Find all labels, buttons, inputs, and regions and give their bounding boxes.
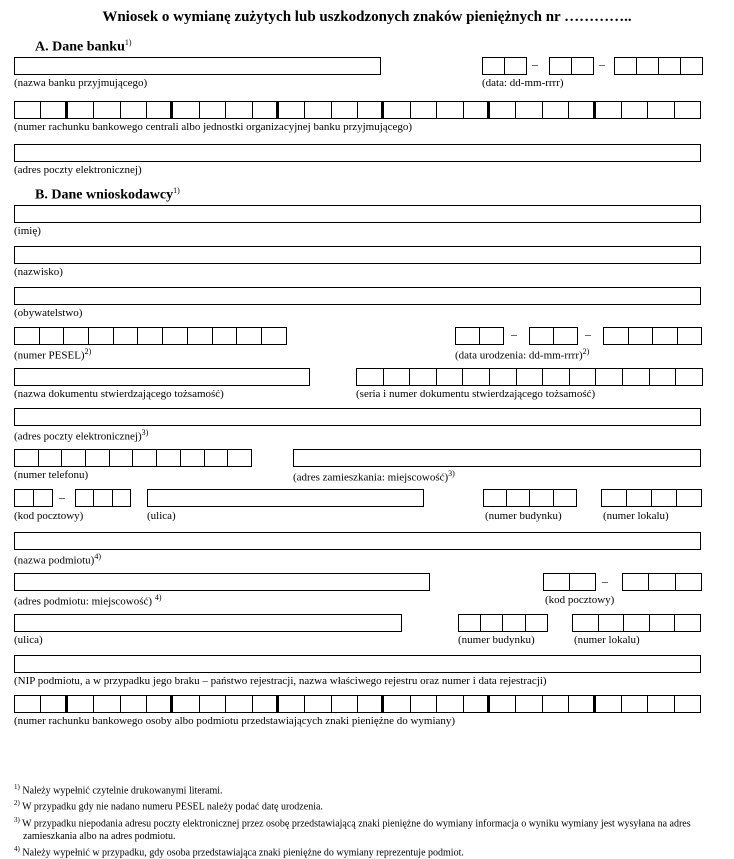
input-cell[interactable] xyxy=(163,327,188,345)
input-cell[interactable] xyxy=(121,101,147,119)
applicant-account-label: (numer rachunku bankowego osoby albo podmiotu przedstawiających znaki pieniężne do wymiany) xyxy=(14,715,456,727)
input-cell[interactable] xyxy=(332,101,358,119)
input-cell[interactable] xyxy=(650,614,676,632)
input-cell[interactable] xyxy=(676,368,703,386)
input-cell[interactable] xyxy=(68,695,94,713)
input-cell[interactable] xyxy=(596,695,622,713)
input-cell[interactable] xyxy=(68,101,94,119)
input-cell[interactable] xyxy=(569,101,595,119)
input-cell[interactable] xyxy=(114,327,139,345)
last-name-label: (nazwisko) xyxy=(14,266,63,278)
input-cell[interactable] xyxy=(279,695,305,713)
date-separator-2: – xyxy=(599,57,605,71)
input-cell[interactable] xyxy=(94,695,120,713)
postal-code-second-field[interactable] xyxy=(75,489,131,507)
input-cell[interactable] xyxy=(121,695,147,713)
input-cell[interactable] xyxy=(505,57,527,75)
residence-city-field[interactable] xyxy=(293,449,701,467)
input-cell[interactable] xyxy=(629,327,654,345)
bank-account-field[interactable] xyxy=(14,101,701,119)
input-cell[interactable] xyxy=(463,368,490,386)
section-b-note: 1) xyxy=(173,186,180,195)
input-cell[interactable] xyxy=(237,327,262,345)
form-title: Wniosek o wymianę zużytych lub uszkodzonych znaków pieniężnych nr ………….. xyxy=(102,9,632,25)
input-cell[interactable] xyxy=(604,327,629,345)
entity-name-label: (nazwa podmiotu)$^{4)}$ xyxy=(14,552,102,567)
input-cell[interactable] xyxy=(188,327,213,345)
pesel-label: (numer PESEL)$^{2)}$ xyxy=(14,347,92,362)
input-cell[interactable] xyxy=(544,573,570,591)
input-cell[interactable] xyxy=(40,327,65,345)
input-cell[interactable] xyxy=(464,695,490,713)
footnote-3: $^{3)}$ W przypadku niepodania adresu poczty elektronicznej przez osobę przedstawiającą znaki pieniężne do wymiany informacja o wyniku wymiany jest wysyłana na adres zamieszkania albo na adres podmiotu. xyxy=(14,815,691,842)
footnote-2: $^{2)}$ W przypadku gdy nie nadano numeru PESEL należy podać datę urodzenia. xyxy=(14,799,323,813)
input-cell[interactable] xyxy=(305,101,331,119)
input-cell[interactable] xyxy=(384,101,410,119)
input-cell[interactable] xyxy=(637,57,659,75)
input-cell[interactable] xyxy=(459,614,481,632)
applicant-email-label: (adres poczty elektronicznej)$^{3)}$ xyxy=(14,428,149,443)
input-cell[interactable] xyxy=(653,327,678,345)
input-cell[interactable] xyxy=(650,368,677,386)
input-cell[interactable] xyxy=(503,614,525,632)
input-cell[interactable] xyxy=(554,489,577,507)
pesel-field[interactable] xyxy=(14,327,287,345)
date-label: (data: dd-mm-rrrr) xyxy=(482,77,564,89)
input-cell[interactable] xyxy=(113,489,131,507)
input-cell[interactable] xyxy=(649,573,675,591)
input-cell[interactable] xyxy=(358,101,384,119)
input-cell[interactable] xyxy=(573,614,599,632)
building-no-label: (numer budynku) xyxy=(485,510,562,522)
section-b-title: Dane wnioskodawcy xyxy=(51,187,174,203)
section-b-letter: B. xyxy=(35,187,48,203)
entity-postal-first-field[interactable] xyxy=(543,573,596,591)
input-cell[interactable] xyxy=(384,368,411,386)
apartment-no-label: (numer lokalu) xyxy=(603,510,669,522)
input-cell[interactable] xyxy=(181,449,205,467)
input-cell[interactable] xyxy=(76,489,94,507)
input-cell[interactable] xyxy=(262,327,287,345)
input-cell[interactable] xyxy=(89,327,114,345)
residence-city-label: (adres zamieszkania: miejscowość)$^{3)}$ xyxy=(293,469,455,484)
bank-account-label: (numer rachunku bankowego centrali albo jednostki organizacyjnej banku przyjmującego) xyxy=(14,121,413,133)
input-cell[interactable] xyxy=(543,695,569,713)
input-cell[interactable] xyxy=(490,368,517,386)
id-doc-number-field[interactable] xyxy=(356,368,703,386)
input-cell[interactable] xyxy=(570,368,597,386)
input-cell[interactable] xyxy=(627,489,652,507)
input-cell[interactable] xyxy=(456,327,480,345)
id-doc-name-field[interactable] xyxy=(14,368,310,386)
input-cell[interactable] xyxy=(623,368,650,386)
input-cell[interactable] xyxy=(62,449,86,467)
input-cell[interactable] xyxy=(554,327,578,345)
phone-field[interactable] xyxy=(14,449,252,467)
bank-email-label: (adres poczty elektronicznej) xyxy=(14,164,142,176)
input-cell[interactable] xyxy=(550,57,572,75)
input-cell[interactable] xyxy=(213,327,238,345)
input-cell[interactable] xyxy=(34,489,53,507)
birth-month-field[interactable] xyxy=(529,327,578,345)
input-cell[interactable] xyxy=(384,695,410,713)
input-cell[interactable] xyxy=(464,101,490,119)
entity-apartment-no-label: (numer lokalu) xyxy=(574,634,640,646)
input-cell[interactable] xyxy=(358,695,384,713)
input-cell[interactable] xyxy=(94,101,120,119)
input-cell[interactable] xyxy=(110,449,134,467)
input-cell[interactable] xyxy=(200,695,226,713)
phone-label: (numer telefonu) xyxy=(14,469,89,481)
input-cell[interactable] xyxy=(437,695,463,713)
footnote-4: $^{4)}$ Należy wypełnić w przypadku, gdy osoba przedstawiająca znaki pieniężne do wymiany reprezentuje podmiot. xyxy=(14,844,464,859)
input-cell[interactable] xyxy=(411,695,437,713)
birth-date-separator-1: – xyxy=(511,327,517,341)
id-doc-number-label: (seria i numer dokumentu stwierdzającego tożsamość) xyxy=(356,388,596,400)
citizenship-field[interactable] xyxy=(14,287,701,305)
input-cell[interactable] xyxy=(572,57,594,75)
input-cell[interactable] xyxy=(157,449,181,467)
footnotes xyxy=(14,781,704,859)
input-cell[interactable] xyxy=(205,449,229,467)
input-cell[interactable] xyxy=(526,614,548,632)
input-cell[interactable] xyxy=(15,449,39,467)
input-cell[interactable] xyxy=(484,489,507,507)
entity-city-label: (adres podmiotu: miejscowość) $^{4)}$ xyxy=(14,593,162,608)
input-cell[interactable] xyxy=(652,489,677,507)
first-name-field[interactable] xyxy=(14,205,701,223)
input-cell[interactable] xyxy=(648,101,674,119)
input-cell[interactable] xyxy=(530,489,553,507)
postal-code-label: (kod pocztowy) xyxy=(14,510,84,522)
input-cell[interactable] xyxy=(138,327,163,345)
entity-postal-label: (kod pocztowy) xyxy=(545,594,615,606)
date-month-field[interactable] xyxy=(549,57,594,75)
input-cell[interactable] xyxy=(173,695,199,713)
section-a-title: Dane banku xyxy=(52,39,125,55)
entity-building-no-field[interactable] xyxy=(458,614,548,632)
input-cell[interactable] xyxy=(332,695,358,713)
input-cell[interactable] xyxy=(226,695,252,713)
input-cell[interactable] xyxy=(39,449,63,467)
apartment-no-field[interactable] xyxy=(601,489,702,507)
input-cell[interactable] xyxy=(622,101,648,119)
input-cell[interactable] xyxy=(228,449,252,467)
input-cell[interactable] xyxy=(622,695,648,713)
input-cell[interactable] xyxy=(437,101,463,119)
entity-nip-label: (NIP podmiotu, a w przypadku jego braku – państwo rejestracji, nazwa właściwego rejestru oraz numer i data rejestracji) xyxy=(14,675,547,687)
input-cell[interactable] xyxy=(279,101,305,119)
section-a-note: 1) xyxy=(124,38,132,47)
input-cell[interactable] xyxy=(517,368,544,386)
input-cell[interactable] xyxy=(64,327,89,345)
section-a-letter: A. xyxy=(35,39,49,55)
building-no-field[interactable] xyxy=(483,489,577,507)
input-cell[interactable] xyxy=(147,695,173,713)
input-cell[interactable] xyxy=(623,573,649,591)
input-cell[interactable] xyxy=(147,101,173,119)
bank-name-label: (nazwa banku przyjmującego) xyxy=(14,77,148,89)
birth-day-field[interactable] xyxy=(455,327,504,345)
birth-date-separator-2: – xyxy=(585,327,591,341)
date-year-field[interactable] xyxy=(614,57,703,75)
section-a-heading xyxy=(35,38,132,56)
input-cell[interactable] xyxy=(15,695,41,713)
input-cell[interactable] xyxy=(599,614,625,632)
input-cell[interactable] xyxy=(480,327,504,345)
entity-apartment-no-field[interactable] xyxy=(572,614,701,632)
entity-city-field[interactable] xyxy=(14,573,430,591)
input-cell[interactable] xyxy=(675,614,701,632)
input-cell[interactable] xyxy=(615,57,637,75)
footnote-1: $^{1)}$ Należy wypełnić czytelnie drukowanymi literami. xyxy=(14,783,223,797)
input-cell[interactable] xyxy=(681,57,703,75)
entity-street-label: (ulica) xyxy=(14,634,43,646)
input-cell[interactable] xyxy=(490,101,516,119)
input-cell[interactable] xyxy=(200,101,226,119)
date-day-field[interactable] xyxy=(482,57,527,75)
postal-code-separator: – xyxy=(59,490,65,504)
entity-name-field[interactable] xyxy=(14,532,701,550)
input-cell[interactable] xyxy=(41,695,67,713)
first-name-label: (imię) xyxy=(14,225,41,237)
input-cell[interactable] xyxy=(596,368,623,386)
input-cell[interactable] xyxy=(357,368,384,386)
postal-code-first-field[interactable] xyxy=(14,489,53,507)
entity-building-no-label: (numer budynku) xyxy=(458,634,535,646)
input-cell[interactable] xyxy=(677,489,702,507)
date-separator-1: – xyxy=(532,57,538,71)
bank-email-field[interactable] xyxy=(14,144,701,162)
bank-name-field[interactable] xyxy=(14,57,381,75)
input-cell[interactable] xyxy=(602,489,627,507)
entity-street-field[interactable] xyxy=(14,614,402,632)
input-cell[interactable] xyxy=(596,101,622,119)
input-cell[interactable] xyxy=(678,327,703,345)
input-cell[interactable] xyxy=(516,695,542,713)
input-cell[interactable] xyxy=(305,695,331,713)
input-cell[interactable] xyxy=(659,57,681,75)
input-cell[interactable] xyxy=(41,101,67,119)
input-cell[interactable] xyxy=(411,101,437,119)
input-cell[interactable] xyxy=(483,57,505,75)
input-cell[interactable] xyxy=(516,101,542,119)
input-cell[interactable] xyxy=(253,695,279,713)
input-cell[interactable] xyxy=(675,101,701,119)
input-cell[interactable] xyxy=(624,614,650,632)
input-cell[interactable] xyxy=(94,489,112,507)
input-cell[interactable] xyxy=(133,449,157,467)
input-cell[interactable] xyxy=(570,573,596,591)
input-cell[interactable] xyxy=(530,327,554,345)
input-cell[interactable] xyxy=(543,368,570,386)
input-cell[interactable] xyxy=(15,489,34,507)
applicant-account-field[interactable] xyxy=(14,695,701,713)
input-cell[interactable] xyxy=(86,449,110,467)
birth-year-field[interactable] xyxy=(603,327,702,345)
street-label: (ulica) xyxy=(147,510,176,522)
street-field[interactable] xyxy=(147,489,424,507)
id-doc-name-label: (nazwa dokumentu stwierdzającego tożsamość) xyxy=(14,388,224,400)
input-cell[interactable] xyxy=(15,101,41,119)
input-cell[interactable] xyxy=(676,573,702,591)
input-cell[interactable] xyxy=(253,101,279,119)
input-cell[interactable] xyxy=(437,368,464,386)
input-cell[interactable] xyxy=(569,695,595,713)
applicant-email-field[interactable] xyxy=(14,408,701,426)
input-cell[interactable] xyxy=(226,101,252,119)
entity-postal-separator: – xyxy=(602,574,608,588)
input-cell[interactable] xyxy=(481,614,503,632)
input-cell[interactable] xyxy=(543,101,569,119)
last-name-field[interactable] xyxy=(14,246,701,264)
input-cell[interactable] xyxy=(490,695,516,713)
input-cell[interactable] xyxy=(15,327,40,345)
input-cell[interactable] xyxy=(507,489,530,507)
input-cell[interactable] xyxy=(410,368,437,386)
input-cell[interactable] xyxy=(173,101,199,119)
entity-nip-field[interactable] xyxy=(14,655,701,673)
entity-postal-second-field[interactable] xyxy=(622,573,702,591)
input-cell[interactable] xyxy=(675,695,701,713)
birth-date-label: (data urodzenia: dd-mm-rrrr)$^{2)}$ xyxy=(455,347,590,362)
citizenship-label: (obywatelstwo) xyxy=(14,307,83,319)
section-b-heading xyxy=(35,186,180,204)
input-cell[interactable] xyxy=(648,695,674,713)
